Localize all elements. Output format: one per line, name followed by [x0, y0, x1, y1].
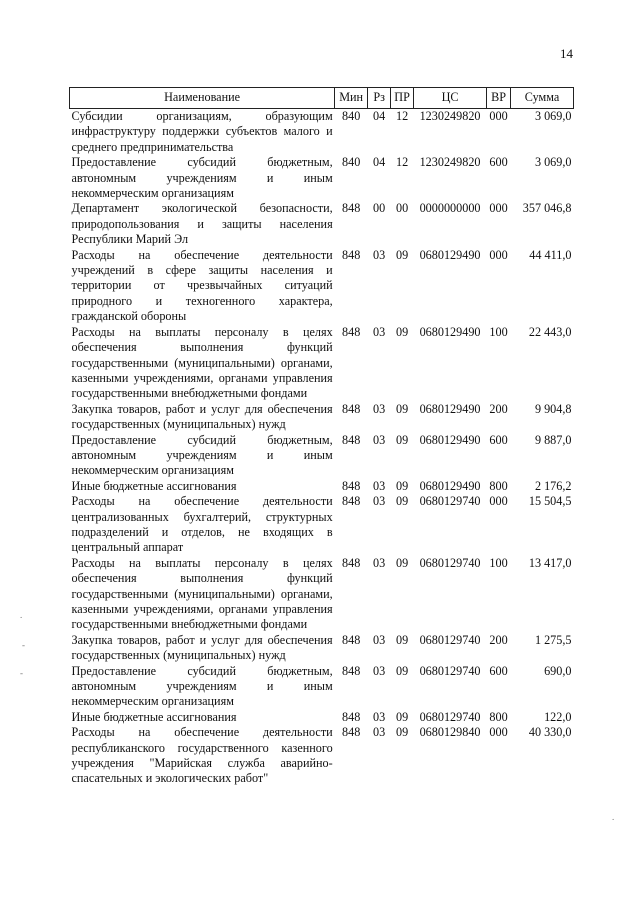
table-row [70, 402, 574, 433]
table-header-row [70, 88, 574, 109]
cell-pr: 09 [395, 432, 409, 447]
cell-min: 848 [342, 555, 361, 570]
table-row [70, 433, 574, 479]
cell-pr: 09 [395, 709, 409, 724]
cell-name: Расходы на выплаты персоналу в целях обеспечения выполнения функций государственными (муниципальными) органами, казенными учреждениями, органами управления государственными внебюджетными фондами [71, 324, 333, 401]
cell-vr: 000 [489, 247, 508, 262]
cell-pr: 12 [395, 155, 409, 170]
table-row [70, 494, 574, 556]
table-row [70, 710, 574, 725]
cell-cs: 0680129740 [419, 632, 481, 647]
cell-rz: 03 [373, 401, 386, 416]
cell-cs: 0000000000 [419, 201, 481, 216]
cell-sum: 9 904,8 [534, 401, 572, 416]
cell-cs: 0680129740 [419, 555, 481, 570]
cell-sum: 13 417,0 [528, 555, 572, 570]
cell-rz: 00 [373, 201, 386, 216]
table-body [70, 109, 574, 787]
cell-vr: 100 [489, 324, 508, 339]
cell-name: Закупка товаров, работ и услуг для обеспечения государственных (муниципальных) нужд [71, 632, 333, 663]
cell-vr: 800 [489, 478, 508, 493]
cell-cs: 0680129840 [419, 725, 481, 740]
cell-cs: 0680129740 [419, 709, 481, 724]
cell-pr: 09 [395, 555, 409, 570]
cell-min: 840 [342, 109, 361, 123]
header-pr: ПР [391, 88, 414, 109]
cell-min: 848 [342, 324, 361, 339]
cell-name: Расходы на обеспечение деятельности учреждений в сфере защиты населения и территории от чрезвычайных ситуаций природного и техногенного характера, гражданской обороны [71, 247, 333, 324]
header-vr: ВР [487, 88, 511, 109]
cell-rz: 03 [373, 555, 386, 570]
table-row [70, 479, 574, 494]
cell-cs: 0680129490 [419, 478, 481, 493]
cell-min: 848 [342, 663, 361, 678]
cell-rz: 03 [373, 324, 386, 339]
table-row [70, 633, 574, 664]
cell-min: 848 [342, 632, 361, 647]
margin-mark: . [612, 812, 615, 822]
cell-vr: 200 [489, 632, 508, 647]
cell-pr: 00 [395, 201, 409, 216]
cell-name: Предоставление субсидий бюджетным, автономным учреждениям и иным некоммерческим организациям [71, 155, 333, 201]
cell-vr: 600 [489, 663, 508, 678]
cell-vr: 200 [489, 401, 508, 416]
cell-cs: 0680129490 [419, 401, 481, 416]
cell-sum: 15 504,5 [528, 494, 572, 509]
cell-sum: 3 069,0 [534, 109, 572, 123]
header-sum: Сумма [511, 88, 574, 109]
cell-vr: 600 [489, 432, 508, 447]
table-row [70, 155, 574, 201]
header-min: Мин [335, 88, 368, 109]
cell-rz: 03 [373, 709, 386, 724]
cell-min: 848 [342, 478, 361, 493]
table-row [70, 109, 574, 156]
cell-min: 848 [342, 247, 361, 262]
margin-mark: - [20, 668, 23, 678]
cell-sum: 22 443,0 [528, 324, 572, 339]
cell-rz: 04 [373, 155, 386, 170]
table-row [70, 248, 574, 325]
cell-vr: 100 [489, 555, 508, 570]
cell-pr: 09 [395, 247, 409, 262]
table-row [70, 664, 574, 710]
header-name: Наименование [70, 88, 335, 109]
table-row [70, 201, 574, 247]
cell-cs: 0680129740 [419, 663, 481, 678]
cell-rz: 03 [373, 725, 386, 740]
cell-min: 848 [342, 432, 361, 447]
cell-pr: 09 [395, 494, 409, 509]
cell-vr: 600 [489, 155, 508, 170]
cell-name: Предоставление субсидий бюджетным, автономным учреждениям и иным некоммерческим организациям [71, 432, 333, 478]
cell-rz: 03 [373, 663, 386, 678]
cell-cs: 1230249820 [419, 155, 481, 170]
page-number: 14 [560, 46, 573, 61]
margin-mark: - [22, 640, 25, 650]
cell-rz: 03 [373, 632, 386, 647]
cell-pr: 09 [395, 324, 409, 339]
cell-rz: 03 [373, 478, 386, 493]
cell-vr: 000 [489, 494, 508, 509]
cell-cs: 1230249820 [419, 109, 481, 123]
cell-name: Иные бюджетные ассигнования [71, 709, 237, 724]
cell-name: Департамент экологической безопасности, природопользования и защиты населения Республики Марий Эл [71, 201, 333, 247]
cell-cs: 0680129740 [419, 494, 481, 509]
cell-pr: 09 [395, 725, 409, 740]
cell-rz: 03 [373, 432, 386, 447]
cell-cs: 0680129490 [419, 324, 481, 339]
margin-mark: . [20, 610, 23, 620]
cell-rz: 03 [373, 247, 386, 262]
cell-pr: 12 [395, 109, 409, 123]
cell-sum: 690,0 [544, 663, 572, 678]
cell-pr: 09 [395, 663, 409, 678]
cell-min: 848 [342, 494, 361, 509]
header-cs: ЦС [414, 88, 487, 109]
cell-sum: 357 046,8 [522, 201, 572, 216]
cell-sum: 44 411,0 [529, 247, 572, 262]
cell-name: Предоставление субсидий бюджетным, автономным учреждениям и иным некоммерческим организациям [71, 663, 333, 709]
cell-sum: 1 275,5 [534, 632, 572, 647]
cell-sum: 122,0 [544, 709, 572, 724]
header-rz: Рз [368, 88, 391, 109]
cell-pr: 09 [395, 632, 409, 647]
cell-name: Расходы на выплаты персоналу в целях обеспечения выполнения функций государственными (муниципальными) органами, казенными учреждениями, органами управления государственными внебюджетными фондами [71, 555, 333, 632]
cell-sum: 2 176,2 [534, 478, 572, 493]
cell-name: Расходы на обеспечение деятельности республиканского государственного казенного учреждения "Марийская служба аварийно-спасательных и экологических работ" [71, 725, 333, 786]
cell-vr: 000 [489, 725, 508, 740]
cell-sum: 9 887,0 [534, 432, 572, 447]
table-row [70, 325, 574, 402]
budget-table [69, 87, 574, 787]
cell-vr: 000 [489, 201, 508, 216]
cell-vr: 000 [489, 109, 508, 123]
cell-pr: 09 [395, 478, 409, 493]
cell-sum: 3 069,0 [534, 155, 572, 170]
cell-min: 848 [342, 709, 361, 724]
cell-min: 840 [342, 155, 361, 170]
cell-name: Закупка товаров, работ и услуг для обеспечения государственных (муниципальных) нужд [71, 401, 333, 432]
cell-rz: 04 [373, 109, 386, 123]
cell-cs: 0680129490 [419, 247, 481, 262]
cell-min: 848 [342, 401, 361, 416]
cell-name: Иные бюджетные ассигнования [71, 478, 237, 493]
cell-vr: 800 [489, 709, 508, 724]
table-row [70, 556, 574, 633]
cell-min: 848 [342, 201, 361, 216]
cell-name: Расходы на обеспечение деятельности централизованных бухгалтерий, структурных подразделений и отделов, не входящих в центральный аппарат [71, 494, 333, 555]
cell-sum: 40 330,0 [528, 725, 572, 740]
cell-min: 848 [342, 725, 361, 740]
cell-name: Субсидии организациям, образующим инфраструктуру поддержки субъектов малого и среднего предпринимательства [71, 109, 333, 154]
cell-pr: 09 [395, 401, 409, 416]
cell-rz: 03 [373, 494, 386, 509]
cell-cs: 0680129490 [419, 432, 481, 447]
table-row [70, 725, 574, 787]
